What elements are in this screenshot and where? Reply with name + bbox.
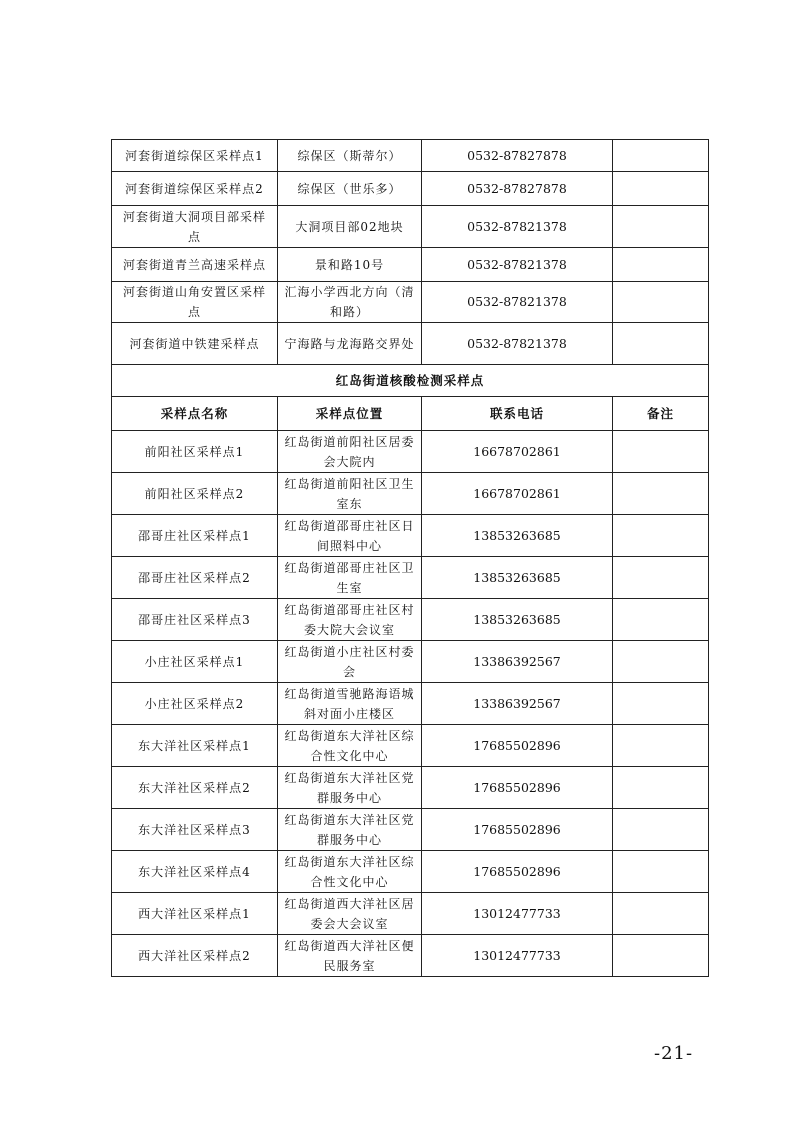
- site-phone: 16678702861: [422, 473, 613, 515]
- section-title: 红岛街道核酸检测采样点: [112, 365, 709, 397]
- site-phone: 17685502896: [422, 725, 613, 767]
- site-location: 汇海小学西北方向（清和路）: [278, 282, 422, 323]
- site-name: 河套街道中铁建采样点: [112, 323, 278, 365]
- site-location: 红岛街道西大洋社区便民服务室: [278, 935, 422, 977]
- site-location: 红岛街道东大洋社区综合性文化中心: [278, 725, 422, 767]
- header-phone: 联系电话: [422, 397, 613, 431]
- site-note: [613, 431, 709, 473]
- header-note: 备注: [613, 397, 709, 431]
- site-note: [613, 851, 709, 893]
- site-location: 红岛街道雪驰路海语城斜对面小庄楼区: [278, 683, 422, 725]
- header-row: [112, 397, 709, 431]
- site-name: 邵哥庄社区采样点2: [112, 557, 278, 599]
- site-phone: 13012477733: [422, 935, 613, 977]
- table-row: [112, 557, 709, 599]
- site-note: [613, 515, 709, 557]
- site-location: 大洞项目部02地块: [278, 206, 422, 248]
- site-name: 河套街道山角安置区采样点: [112, 282, 278, 323]
- site-name: 邵哥庄社区采样点3: [112, 599, 278, 641]
- site-name: 东大洋社区采样点2: [112, 767, 278, 809]
- site-phone: 13853263685: [422, 599, 613, 641]
- site-location: 红岛街道前阳社区卫生室东: [278, 473, 422, 515]
- site-note: [613, 641, 709, 683]
- site-note: [613, 323, 709, 365]
- site-location: 红岛街道前阳社区居委会大院内: [278, 431, 422, 473]
- site-phone: 13853263685: [422, 515, 613, 557]
- site-phone: 13386392567: [422, 641, 613, 683]
- table-row: [112, 809, 709, 851]
- site-location: 红岛街道小庄社区村委会: [278, 641, 422, 683]
- site-phone: 17685502896: [422, 809, 613, 851]
- site-name: 东大洋社区采样点1: [112, 725, 278, 767]
- site-note: [613, 248, 709, 282]
- site-note: [613, 935, 709, 977]
- site-name: 河套街道综保区采样点1: [112, 140, 278, 172]
- site-note: [613, 557, 709, 599]
- table-row: [112, 935, 709, 977]
- site-note: [613, 140, 709, 172]
- site-name: 小庄社区采样点2: [112, 683, 278, 725]
- site-location: 综保区（世乐多）: [278, 172, 422, 206]
- site-phone: 0532-87821378: [422, 323, 613, 365]
- site-phone: 13853263685: [422, 557, 613, 599]
- site-phone: 0532-87821378: [422, 248, 613, 282]
- table-row: [112, 515, 709, 557]
- site-name: 西大洋社区采样点2: [112, 935, 278, 977]
- table-row: [112, 851, 709, 893]
- site-name: 东大洋社区采样点4: [112, 851, 278, 893]
- site-location: 红岛街道东大洋社区综合性文化中心: [278, 851, 422, 893]
- header-name: 采样点名称: [112, 397, 278, 431]
- site-phone: 0532-87821378: [422, 282, 613, 323]
- site-location: 红岛街道东大洋社区党群服务中心: [278, 767, 422, 809]
- site-name: 东大洋社区采样点3: [112, 809, 278, 851]
- site-note: [613, 683, 709, 725]
- table-row: [112, 893, 709, 935]
- site-note: [613, 473, 709, 515]
- site-phone: 16678702861: [422, 431, 613, 473]
- site-location: 红岛街道邵哥庄社区卫生室: [278, 557, 422, 599]
- site-name: 小庄社区采样点1: [112, 641, 278, 683]
- site-location: 红岛街道邵哥庄社区村委大院大会议室: [278, 599, 422, 641]
- sampling-sites-table: [111, 139, 709, 977]
- site-location: 红岛街道邵哥庄社区日间照料中心: [278, 515, 422, 557]
- table-row: [112, 323, 709, 365]
- table-row: [112, 172, 709, 206]
- table-row: [112, 599, 709, 641]
- table-row: [112, 431, 709, 473]
- site-phone: 0532-87827878: [422, 172, 613, 206]
- table-row: [112, 206, 709, 248]
- page-number: -21-: [654, 1043, 694, 1064]
- site-name: 邵哥庄社区采样点1: [112, 515, 278, 557]
- section-row: [112, 365, 709, 397]
- site-phone: 17685502896: [422, 767, 613, 809]
- site-name: 河套街道大洞项目部采样点: [112, 206, 278, 248]
- site-note: [613, 725, 709, 767]
- site-phone: 0532-87821378: [422, 206, 613, 248]
- table-row: [112, 473, 709, 515]
- site-note: [613, 206, 709, 248]
- table-row: [112, 767, 709, 809]
- site-name: 河套街道综保区采样点2: [112, 172, 278, 206]
- site-name: 前阳社区采样点1: [112, 431, 278, 473]
- site-name: 前阳社区采样点2: [112, 473, 278, 515]
- site-note: [613, 282, 709, 323]
- site-phone: 13012477733: [422, 893, 613, 935]
- site-location: 红岛街道东大洋社区党群服务中心: [278, 809, 422, 851]
- site-note: [613, 809, 709, 851]
- site-note: [613, 893, 709, 935]
- table-row: [112, 641, 709, 683]
- table-row: [112, 140, 709, 172]
- table-row: [112, 725, 709, 767]
- site-location: 综保区（斯蒂尔）: [278, 140, 422, 172]
- site-name: 河套街道青兰高速采样点: [112, 248, 278, 282]
- site-location: 宁海路与龙海路交界处: [278, 323, 422, 365]
- header-location: 采样点位置: [278, 397, 422, 431]
- site-note: [613, 172, 709, 206]
- site-phone: 0532-87827878: [422, 140, 613, 172]
- site-location: 景和路10号: [278, 248, 422, 282]
- site-location: 红岛街道西大洋社区居委会大会议室: [278, 893, 422, 935]
- site-note: [613, 767, 709, 809]
- site-name: 西大洋社区采样点1: [112, 893, 278, 935]
- site-note: [613, 599, 709, 641]
- site-phone: 13386392567: [422, 683, 613, 725]
- table-row: [112, 683, 709, 725]
- table-row: [112, 282, 709, 323]
- table-row: [112, 248, 709, 282]
- site-phone: 17685502896: [422, 851, 613, 893]
